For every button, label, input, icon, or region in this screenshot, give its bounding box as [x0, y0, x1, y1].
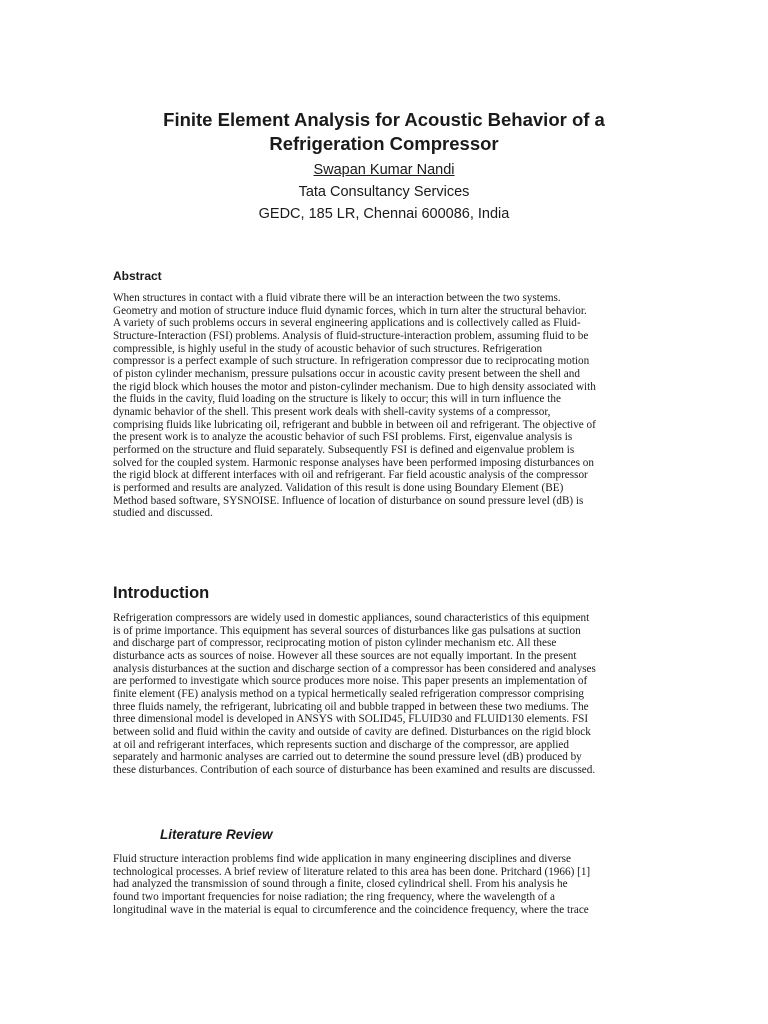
text-line: between solid and fluid within the cavity and outside of cavity are defined. Disturbances on the rigid block — [113, 725, 591, 738]
text-line: the present work is to analyze the acoustic behavior of such FSI problems. First, eigenvalue analysis is — [113, 431, 573, 444]
literature-review-body — [113, 853, 659, 916]
text-line: at oil and refrigerant interfaces, which represents suction and discharge of the compressor, are applied — [113, 738, 569, 751]
text-line: A variety of such problems occurs in several engineering applications and is collectively called as Fluid- — [113, 317, 581, 330]
affiliation-address: GEDC, 185 LR, Chennai 600086, India — [258, 206, 510, 222]
text-line: Method based software, SYSNOISE. Influence of location of disturbance on sound pressure level (dB) is — [113, 494, 584, 507]
text-line: dynamic behavior of the shell. This present work deals with shell-cavity systems of a compressor, — [113, 405, 551, 418]
affiliation-organization: Tata Consultancy Services — [298, 184, 470, 200]
author-name-link[interactable]: Swapan Kumar Nandi — [313, 162, 455, 178]
title-line-2: Refrigeration Compressor — [269, 133, 499, 154]
text-line: is of prime importance. This equipment has several sources of disturbances like gas pulsations at suction — [113, 624, 581, 637]
text-line: compressor is a perfect example of such structure. In refrigeration compressor due to reciprocating motion — [113, 355, 590, 368]
text-line: separately and harmonic analyses are carried out to determine the sound pressure level (dB) produced by — [113, 751, 582, 764]
text-line: disturbance acts as sources of noise. However all these sources are not equally important. In the present — [113, 649, 577, 662]
text-line: compressible, is highly useful in the study of acoustic behavior of such structures. Refrigeration — [113, 342, 543, 355]
text-line: studied and discussed. — [113, 507, 213, 520]
text-line: Structure-Interaction (FSI) problems. Analysis of fluid-structure-interaction problem, assuming fluid to be — [113, 329, 589, 342]
text-line: the rigid block at different interfaces with oil and refrigerant. Far field acoustic analysis of the compressor — [113, 469, 588, 482]
text-line: and discharge part of compressor, reciprocating motion of piston cylinder mechanism etc. All these — [113, 637, 557, 650]
literature-review-heading: Literature Review — [160, 827, 273, 842]
text-line: technological processes. A brief review of literature related to this area has been done. Pritchard (1966) [1] — [113, 865, 591, 878]
text-line: Fluid structure interaction problems find wide application in many engineering disciplines and diverse — [113, 853, 571, 865]
text-line: analysis disturbances at the suction and discharge section of a compressor has been considered and analyses — [113, 662, 596, 675]
text-line: longitudinal wave in the material is equal to circumference and the coincidence frequency, where the trace — [113, 903, 589, 916]
text-line: of piston cylinder mechanism, pressure pulsations occur in acoustic cavity present between the shell and — [113, 367, 580, 380]
title-line-1: Finite Element Analysis for Acoustic Behavior of a — [163, 109, 605, 130]
text-line: Refrigeration compressors are widely used in domestic appliances, sound characteristics of this equipment — [113, 612, 590, 624]
introduction-heading: Introduction — [113, 584, 210, 602]
text-line: comprising fluids like lubricating oil, refrigerant and bubble in between oil and refrigerant. The objective of — [113, 418, 596, 431]
text-line: finite element (FE) analysis method on a typical hermetically sealed refrigeration compressor comprising — [113, 687, 584, 700]
text-line: had analyzed the transmission of sound through a finite, closed cylindrical shell. From his analysis he — [113, 878, 568, 891]
text-line: solved for the coupled system. Harmonic response analyses have been performed imposing disturbances on — [113, 456, 594, 469]
abstract-body — [113, 292, 659, 520]
text-line: found two important frequencies for noise radiation; the ring frequency, where the wavelength of a — [113, 890, 555, 903]
text-line: When structures in contact with a fluid vibrate there will be an interaction between the two systems. — [113, 292, 561, 304]
text-line: Geometry and motion of structure induce fluid dynamic forces, which in turn alter the structural behavior. — [113, 304, 587, 317]
introduction-body — [113, 612, 659, 777]
text-line: three fluids namely, the refrigerant, lubricating oil and bubble trapped in between these two mediums. The — [113, 700, 589, 713]
text-line: three dimensional model is developed in ANSYS with SOLID45, FLUID30 and FLUID130 elements. FSI — [113, 713, 589, 726]
author-line — [100, 160, 668, 180]
text-line: the fluids in the cavity, fluid loading on the structure is likely to occur; this will in turn influence the — [113, 393, 561, 406]
paper-title — [100, 108, 668, 156]
text-line: performed on the structure and fluid separately. Subsequently FSI is defined and eigenvalue problem is — [113, 443, 575, 456]
abstract-heading: Abstract — [113, 269, 162, 283]
text-line: these disturbances. Contribution of each source of disturbance has been examined and results are discussed. — [113, 763, 596, 776]
text-line: are performed to investigate which source produces more noise. This paper presents an implementation of — [113, 675, 588, 688]
text-line: is performed and results are analyzed. Validation of this result is done using Boundary Element (BE) — [113, 481, 564, 494]
text-line: the rigid block which houses the motor and piston-cylinder mechanism. Due to high density associated with — [113, 380, 596, 393]
